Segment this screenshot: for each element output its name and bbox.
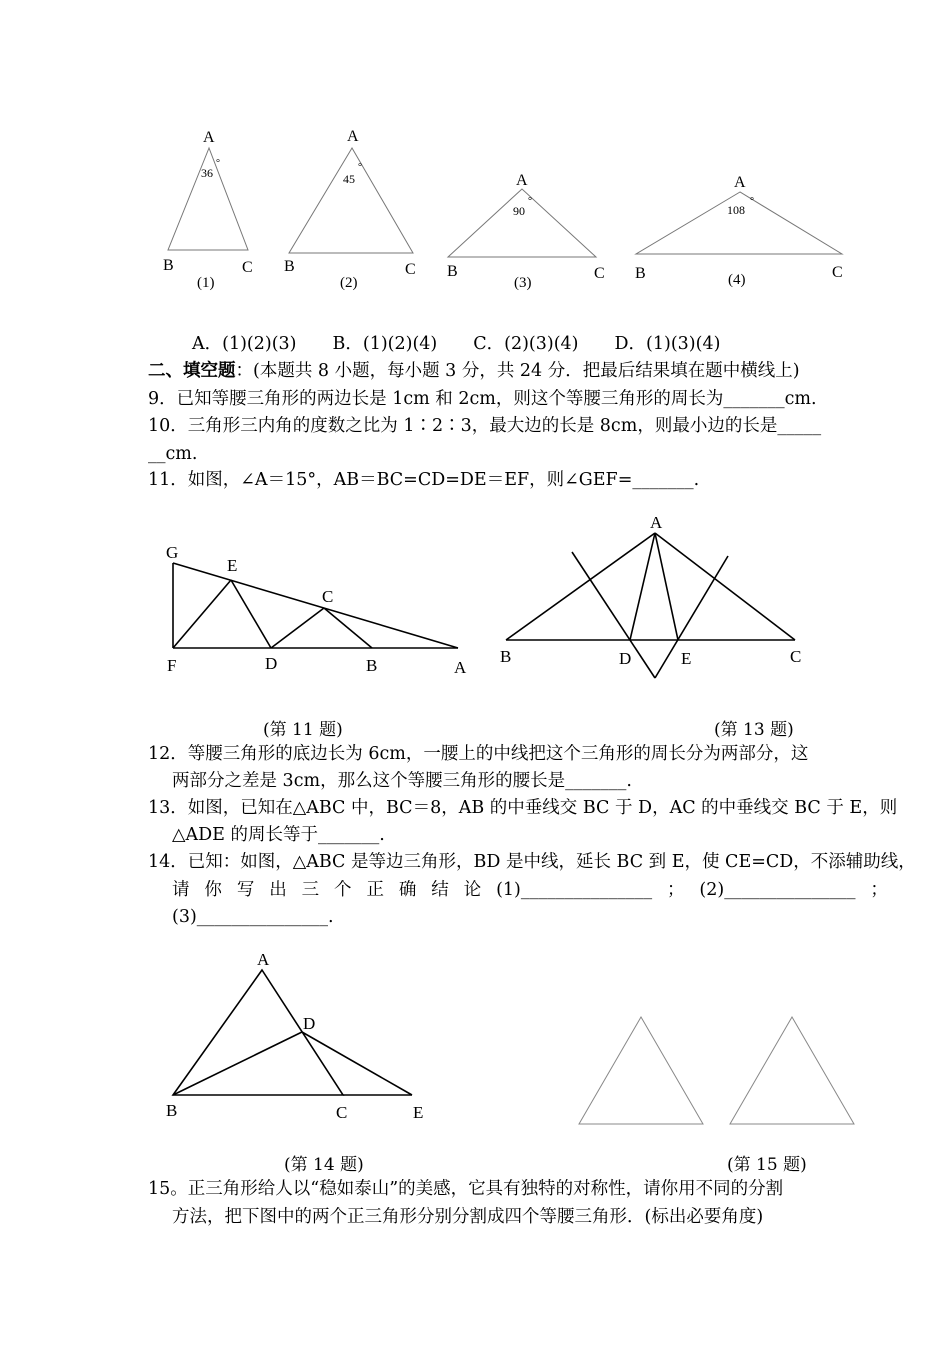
text-part: ； [870,880,888,900]
label-C: C [405,261,416,278]
label-A: A [257,950,270,969]
figure-caption: (2) [340,275,358,291]
label-B: B [500,647,512,666]
label-C: C [322,587,334,606]
angle-label: 90 [513,204,525,218]
triangle-4 [635,174,843,288]
figure-13 [506,533,795,678]
figure-14-caption: (第 14 题) [284,1155,364,1175]
text-part: 结 [431,880,449,900]
answer-blank-2: (2)_______________ [699,880,856,900]
figure-15 [579,1017,854,1124]
question-12-line-2: 两部分之差是 3cm，那么这个等腰三角形的腰长是_______. [172,771,632,791]
figure-11-caption: (第 11 题) [263,720,343,740]
label-E: E [681,649,692,668]
question-10-line-1: 10．三角形三内角的度数之比为 1∶2∶3，最大边的长是 8cm，则最小边的长是_____ [148,416,822,436]
figure-11 [173,563,458,648]
label-D: D [619,649,632,668]
equilateral-triangle-1 [579,1017,703,1124]
question-9: 9．已知等腰三角形的两边长是 1cm 和 2cm，则这个等腰三角形的周长为_______cm. [148,389,817,409]
question-14-line-3: (3)_______________. [172,907,334,927]
text-part: 三 [301,880,320,900]
figure-caption: (1) [197,275,215,291]
text-part: 论 [463,880,482,900]
label-A: A [454,658,467,677]
text-part: 请 [172,880,190,900]
text-part: 确 [398,880,417,900]
degree-mark: ° [750,196,754,207]
section-heading: 二、填空题 [148,361,236,381]
text-part: 个 [334,880,352,900]
label-E: E [227,556,238,575]
label-E: E [413,1103,424,1122]
label-B: B [163,257,174,274]
label-B: B [366,656,378,675]
label-C: C [336,1103,348,1122]
degree-mark: ° [528,196,532,207]
figure-caption: (4) [728,272,746,288]
label-A: A [347,128,359,145]
degree-mark: ° [358,162,362,173]
answer-options [192,333,720,355]
section-2-header [148,360,800,382]
label-C: C [594,265,605,282]
question-12-line-1: 12．等腰三角形的底边长为 6cm，一腰上的中线把这个三角形的周长分为两部分，这 [148,744,809,764]
question-15-line-2: 方法，把下图中的两个正三角形分别分割成四个等腰三角形．(标出必要角度) [172,1207,764,1227]
section-desc: ：(本题共 8 小题，每小题 3 分，共 24 分．把最后结果填在题中横线上) [235,361,800,381]
label-C: C [790,647,802,666]
question-10-line-2: __cm. [148,444,198,464]
label-B: B [166,1101,178,1120]
text-part: 你 [204,880,222,900]
figure-14 [173,970,412,1095]
triangle-1 [163,129,253,291]
text-part: 写 [236,880,255,900]
answer-blank-1: (1)_______________ [496,880,653,900]
question-11: 11．如图，∠A＝15°，AB＝BC=CD=DE＝EF，则∠GEF=_______. [148,470,700,490]
label-D: D [265,654,278,673]
question-14-line-1: 14．已知：如图，△ABC 是等边三角形，BD 是中线，延长 BC 到 E，使 CE=CD，不添辅助线， [148,852,916,872]
figure-caption: (3) [514,275,532,291]
question-13-line-2: △ADE 的周长等于_______. [172,825,385,845]
triangle-3 [447,172,605,291]
option-d: D．(1)(3)(4) [614,334,721,354]
label-D: D [303,1014,316,1033]
degree-mark: ° [216,158,220,169]
question-15-line-1: 15。正三角形给人以“稳如泰山”的美感，它具有独特的对称性，请你用不同的分割 [148,1179,784,1199]
angle-label: 36 [201,166,213,180]
label-B: B [284,258,295,275]
label-C: C [242,259,253,276]
label-A: A [650,513,663,532]
triangle-2 [284,128,416,291]
label-G: G [166,543,179,562]
label-B: B [635,265,646,282]
label-A: A [734,174,746,191]
option-a: A．(1)(2)(3) [192,334,297,354]
angle-label: 108 [727,203,745,217]
question-14-line-2 [172,879,888,901]
text-part: ； [667,880,685,900]
text-part: 正 [366,880,384,900]
label-B: B [447,263,458,280]
question-13-line-1: 13．如图，已知在△ABC 中，BC＝8，AB 的中垂线交 BC 于 D，AC 的中垂线交 BC 于 E，则 [148,798,898,818]
equilateral-triangle-2 [730,1017,854,1124]
label-F: F [167,656,177,675]
angle-label: 45 [343,172,355,186]
option-c: C．(2)(3)(4) [473,334,579,354]
option-b: B．(1)(2)(4) [332,334,438,354]
figure-13-caption: (第 13 题) [714,720,794,740]
figure-15-caption: (第 15 题) [727,1155,807,1175]
label-A: A [203,129,215,146]
top-triangles-figure [0,0,950,300]
label-C: C [832,264,843,281]
label-A: A [516,172,528,189]
text-part: 出 [269,880,287,900]
